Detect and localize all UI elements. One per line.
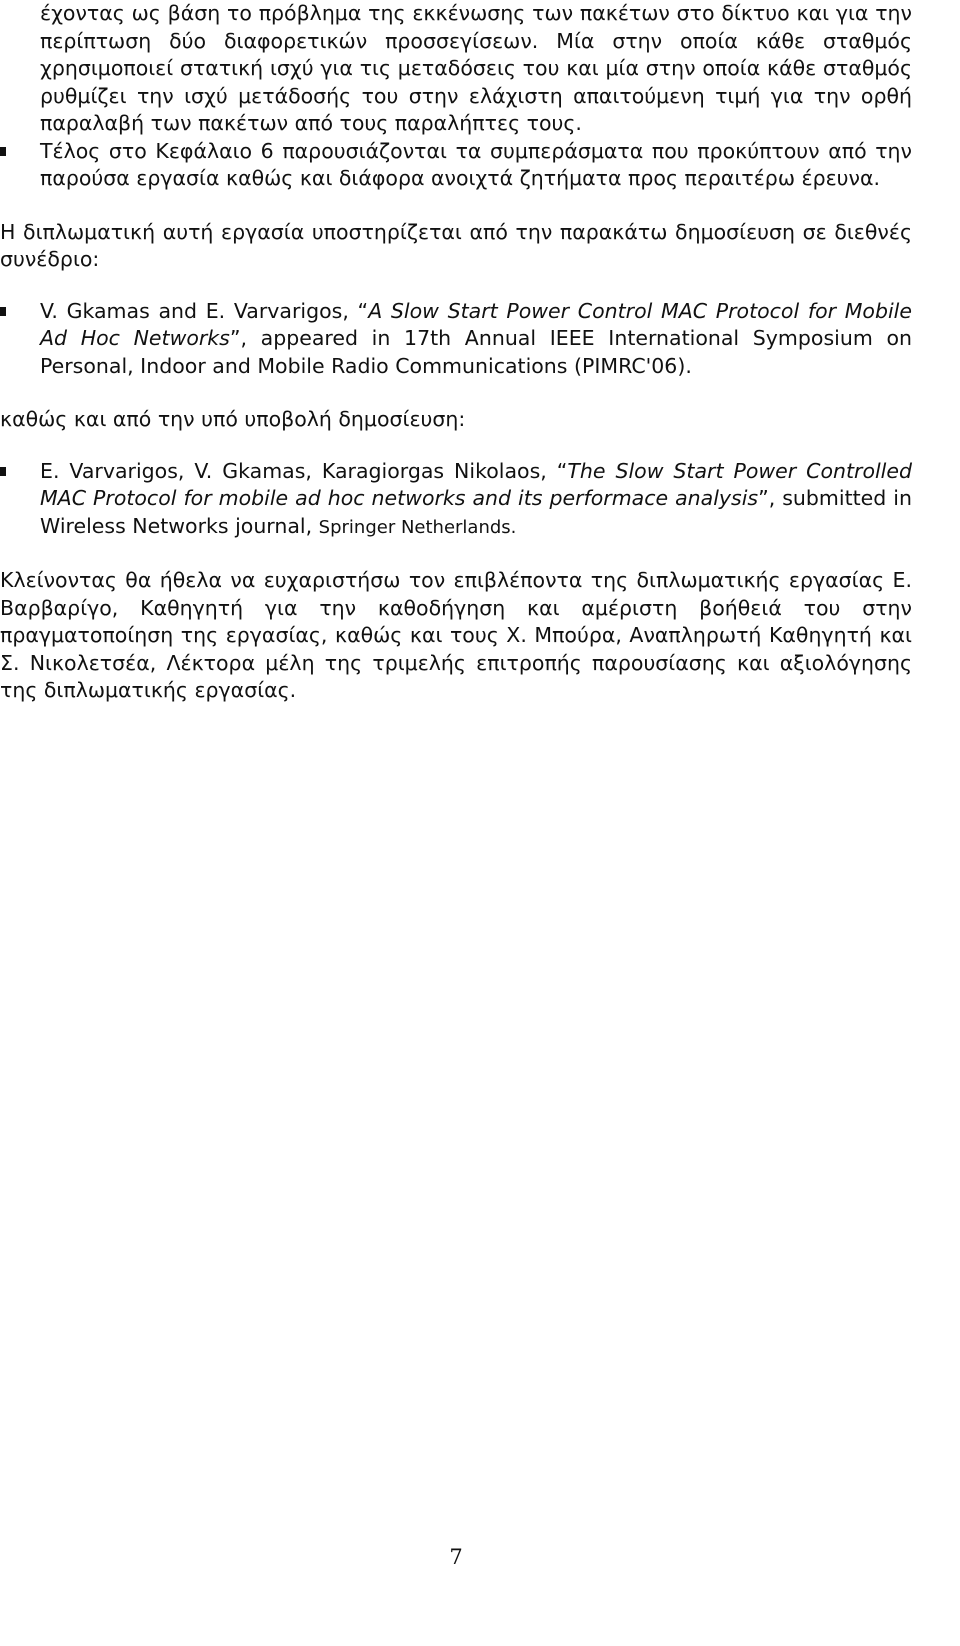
- publication1-bullet: [0, 298, 912, 381]
- submission-statement: καθώς και από την υπό υποβολή δημοσίευση:: [0, 407, 466, 431]
- publication2-publisher: Springer Netherlands.: [318, 516, 517, 538]
- publication2-title: The Slow Start Power Controlled MAC Protocol for mobile ad hoc networks and its performace analysis: [40, 458, 913, 510]
- publication1-title: A Slow Start Power Control MAC Protocol for Mobile Ad Hoc Networks: [40, 298, 912, 350]
- publication1-citation: [40, 298, 912, 381]
- publication1-authors: V. Gkamas and E. Varvarigos, “: [40, 298, 369, 323]
- bullet-square-icon: [0, 307, 6, 316]
- bullet-square-icon: [0, 467, 6, 476]
- page-body: [0, 0, 912, 705]
- publication2-citation: [40, 458, 912, 542]
- support-statement: Η διπλωματική αυτή εργασία υποστηρίζεται από την παρακάτω δημοσίευση σε διεθνές συνέδριο:: [0, 219, 912, 271]
- chapter6-text: Τέλος στο Κεφάλαιο 6 παρουσιάζονται τα συμπεράσματα που προκύπτουν από την παρούσα εργασία καθώς και διάφορα ανοιχτά ζητήματα προς περαιτέρω έρευνα.: [40, 138, 912, 190]
- chapter6-bullet: [0, 138, 912, 193]
- publication1-venue: ”, appeared in 17th Annual IEEE International Symposium on Personal, Indoor and Mobile Radio Communications (PIMRC'06).: [40, 326, 912, 378]
- publication2-bullet: [0, 458, 912, 542]
- intro-bullet-continuation: [0, 0, 912, 138]
- intro-continuation-text: έχοντας ως βάση το πρόβλημα της εκκένωσης των πακέτων στο δίκτυο και για την περίπτωση δύο διαφορετικών προσσεγίσεων. Μία στην οποία κάθε σταθμός χρησιμοποιεί στατική ισχύ για τις μεταδόσεις του και μία στην οποία κάθε σταθμός ρυθμίζει την ισχύ μετάδοσής του στην ελάχιστη απαιτούμενη τιμή για την ορθή παραλαβή των πακέτων από τους παραλήπτες τους.: [40, 1, 912, 135]
- page-number: 7: [449, 1545, 463, 1569]
- publication2-venue: ”, submitted in Wireless Networks journal,: [40, 486, 912, 538]
- acknowledgement-paragraph: Κλείνοντας θα ήθελα να ευχαριστήσω τον επιβλέποντα της διπλωματικής εργασίας Ε. Βαρβαρίγο, Καθηγητή για την καθοδήγηση και αμέριστη βοήθειά του στην πραγματοποίηση της εργασίας, καθώς και τους Χ. Μπούρα, Αναπληρωτή Καθηγητή και Σ. Νικολετσέα, Λέκτορα μέλη της τριμελής επιτροπής παρουσίασης και αξιολόγησης της διπλωματικής εργασίας.: [0, 568, 912, 702]
- publication2-authors: E. Varvarigos, V. Gkamas, Karagiorgas Nikolaos, “: [40, 458, 568, 483]
- bullet-square-icon: [0, 147, 6, 156]
